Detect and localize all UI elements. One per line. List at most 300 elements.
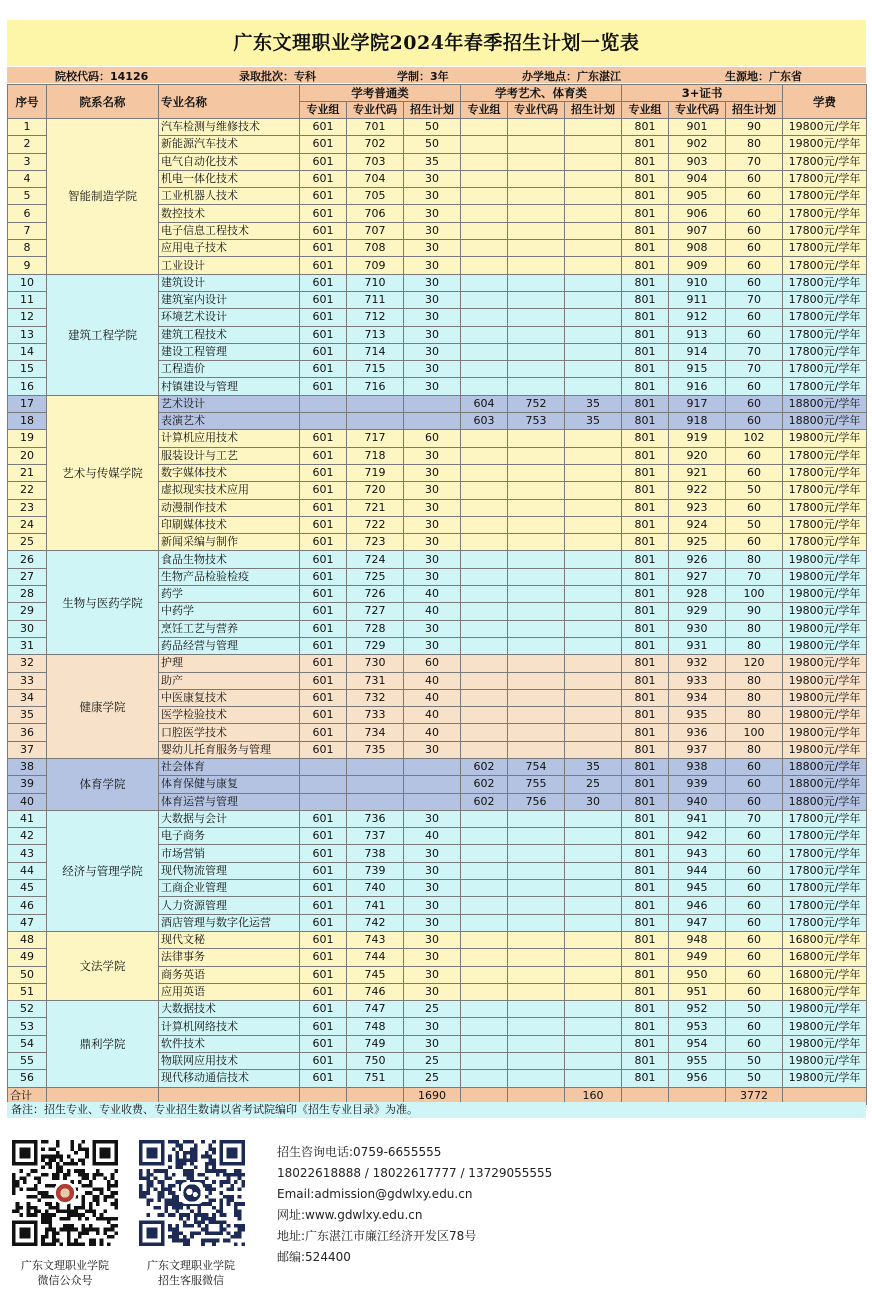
cell-arts-group: [461, 205, 508, 222]
cell-cert-group: 801: [622, 499, 669, 516]
cell-seq: 52: [8, 1001, 47, 1018]
cell-seq: 2: [8, 136, 47, 153]
cell-general-plan: [404, 776, 461, 793]
cell-major: 建筑设计: [159, 274, 300, 291]
cell-fee: 19800元/学年: [783, 724, 867, 741]
cell-general-code: 749: [347, 1035, 404, 1052]
cell-general-code: 732: [347, 689, 404, 706]
cell-fee: 19800元/学年: [783, 430, 867, 447]
cell-cert-group: 801: [622, 586, 669, 603]
cell-cert-plan: 50: [726, 516, 783, 533]
cell-arts-plan: [565, 274, 622, 291]
cell-general-plan: 40: [404, 707, 461, 724]
cell-general-code: 743: [347, 931, 404, 948]
cell-cert-plan: 50: [726, 1053, 783, 1070]
cell-seq: 9: [8, 257, 47, 274]
cell-arts-group: [461, 724, 508, 741]
cell-cert-plan: 60: [726, 880, 783, 897]
cell-fee: 16800元/学年: [783, 966, 867, 983]
cell-arts-code: [508, 689, 565, 706]
cell-arts-group: [461, 672, 508, 689]
cell-arts-group: [461, 274, 508, 291]
cell-cert-group: 801: [622, 741, 669, 758]
cell-fee: 19800元/学年: [783, 119, 867, 136]
cell-major: 食品生物技术: [159, 551, 300, 568]
cell-cert-code: 933: [669, 672, 726, 689]
cell-arts-plan: [565, 1035, 622, 1052]
cell-general-group: 601: [300, 655, 347, 672]
cell-cert-plan: 60: [726, 931, 783, 948]
cell-arts-code: [508, 309, 565, 326]
cell-general-group: 601: [300, 828, 347, 845]
cell-general-group: 601: [300, 620, 347, 637]
cell-seq: 14: [8, 343, 47, 360]
cell-seq: 8: [8, 240, 47, 257]
cell-arts-group: [461, 482, 508, 499]
cell-cert-group: 801: [622, 1070, 669, 1087]
cell-cert-plan: 60: [726, 966, 783, 983]
cell-seq: 7: [8, 222, 47, 239]
cell-cert-plan: 60: [726, 1018, 783, 1035]
cell-general-plan: 40: [404, 689, 461, 706]
cell-fee: 19800元/学年: [783, 1001, 867, 1018]
cell-general-code: 747: [347, 1001, 404, 1018]
info-bar: [7, 67, 866, 83]
cell-general-plan: 25: [404, 1053, 461, 1070]
cell-general-plan: 30: [404, 862, 461, 879]
cell-cert-code: 923: [669, 499, 726, 516]
cell-cert-group: 801: [622, 205, 669, 222]
cell-arts-plan: [565, 240, 622, 257]
cell-cert-group: 801: [622, 931, 669, 948]
cell-seq: 56: [8, 1070, 47, 1087]
cell-arts-code: [508, 603, 565, 620]
cell-arts-group: [461, 378, 508, 395]
cell-arts-group: [461, 1018, 508, 1035]
cell-general-plan: 30: [404, 205, 461, 222]
cell-general-group: 601: [300, 880, 347, 897]
cell-cert-code: 904: [669, 170, 726, 187]
cell-major: 护理: [159, 655, 300, 672]
cell-major: 大数据与会计: [159, 810, 300, 827]
cell-cert-group: 801: [622, 568, 669, 585]
cell-general-group: 601: [300, 983, 347, 1000]
contact-website[interactable]: 网址:www.gdwlxy.edu.cn: [277, 1208, 423, 1222]
cell-seq: 55: [8, 1053, 47, 1070]
cell-cert-group: 801: [622, 689, 669, 706]
cell-arts-code: [508, 153, 565, 170]
cell-general-group: 601: [300, 343, 347, 360]
cell-fee: 17800元/学年: [783, 862, 867, 879]
cell-seq: 37: [8, 741, 47, 758]
cell-general-code: 733: [347, 707, 404, 724]
cell-seq: 16: [8, 378, 47, 395]
cell-cert-group: 801: [622, 378, 669, 395]
qr2-caption-line2: 招生客服微信: [158, 1274, 224, 1287]
cell-major: 中药学: [159, 603, 300, 620]
contact-address: 地址:广东湛江市廉江经济开发区78号: [277, 1229, 477, 1243]
header-seq: 序号: [8, 85, 47, 119]
cell-arts-code: [508, 257, 565, 274]
cell-general-code: 750: [347, 1053, 404, 1070]
cell-cert-plan: 70: [726, 810, 783, 827]
qr2-caption: [126, 1258, 256, 1288]
cell-fee: 18800元/学年: [783, 776, 867, 793]
cell-general-group: 601: [300, 222, 347, 239]
cell-cert-group: 801: [622, 413, 669, 430]
cell-general-group: [300, 793, 347, 810]
cell-cert-group: 801: [622, 724, 669, 741]
cell-cert-group: 801: [622, 309, 669, 326]
cell-fee: 19800元/学年: [783, 689, 867, 706]
cell-general-plan: 30: [404, 378, 461, 395]
cell-major: 大数据技术: [159, 1001, 300, 1018]
contact-email[interactable]: Email:admission@gdwlxy.edu.cn: [277, 1187, 473, 1201]
cell-cert-plan: 120: [726, 655, 783, 672]
qr1-caption: [0, 1258, 130, 1288]
cell-arts-code: [508, 828, 565, 845]
cell-general-plan: 40: [404, 672, 461, 689]
cell-seq: 19: [8, 430, 47, 447]
cell-arts-code: [508, 361, 565, 378]
cell-general-group: 601: [300, 949, 347, 966]
cell-fee: 19800元/学年: [783, 551, 867, 568]
cell-arts-code: [508, 447, 565, 464]
dept-name-cell: 鼎利学院: [47, 1001, 159, 1087]
cell-fee: 17800元/学年: [783, 188, 867, 205]
cell-cert-group: 801: [622, 983, 669, 1000]
cell-fee: 17800元/学年: [783, 464, 867, 481]
cell-general-group: 601: [300, 1035, 347, 1052]
cell-cert-group: 801: [622, 880, 669, 897]
cell-cert-plan: 80: [726, 707, 783, 724]
cell-arts-group: [461, 568, 508, 585]
cell-general-plan: 30: [404, 499, 461, 516]
header-dept: 院系名称: [47, 85, 159, 119]
cell-cert-code: 911: [669, 291, 726, 308]
cell-arts-plan: [565, 966, 622, 983]
cell-general-group: 601: [300, 586, 347, 603]
cell-arts-code: [508, 707, 565, 724]
cell-cert-code: 950: [669, 966, 726, 983]
cell-general-group: 601: [300, 378, 347, 395]
cell-general-code: 722: [347, 516, 404, 533]
cell-general-plan: 30: [404, 447, 461, 464]
wechat-official-account-qr-code: [12, 1140, 118, 1246]
cell-arts-plan: [565, 430, 622, 447]
cell-seq: 5: [8, 188, 47, 205]
cell-major: 机电一体化技术: [159, 170, 300, 187]
cell-arts-code: [508, 291, 565, 308]
cell-arts-code: [508, 637, 565, 654]
cell-cert-plan: 90: [726, 119, 783, 136]
table-row: [8, 655, 867, 672]
cell-general-group: 601: [300, 724, 347, 741]
cell-arts-plan: [565, 534, 622, 551]
header-major: 专业名称: [159, 85, 300, 119]
cell-cert-code: 924: [669, 516, 726, 533]
cell-cert-plan: 50: [726, 1001, 783, 1018]
cell-cert-plan: 80: [726, 637, 783, 654]
cell-arts-code: [508, 205, 565, 222]
cell-major: 服装设计与工艺: [159, 447, 300, 464]
cell-arts-code: [508, 1001, 565, 1018]
cell-arts-group: [461, 603, 508, 620]
dept-name-cell: 文法学院: [47, 931, 159, 1000]
cell-arts-group: [461, 897, 508, 914]
cell-cert-group: 801: [622, 810, 669, 827]
cell-general-group: 601: [300, 516, 347, 533]
cell-general-code: 710: [347, 274, 404, 291]
cell-general-group: 601: [300, 810, 347, 827]
cell-general-plan: 30: [404, 170, 461, 187]
cell-cert-group: 801: [622, 620, 669, 637]
cell-major: 电子信息工程技术: [159, 222, 300, 239]
cell-cert-plan: 100: [726, 724, 783, 741]
cell-cert-plan: 70: [726, 568, 783, 585]
cell-cert-group: 801: [622, 1053, 669, 1070]
cell-cert-group: 801: [622, 1018, 669, 1035]
cell-cert-plan: 60: [726, 170, 783, 187]
cell-major: 烹饪工艺与营养: [159, 620, 300, 637]
cell-general-group: 601: [300, 240, 347, 257]
cell-arts-group: [461, 931, 508, 948]
cell-general-plan: 30: [404, 741, 461, 758]
cell-seq: 6: [8, 205, 47, 222]
cell-arts-group: [461, 1053, 508, 1070]
cell-seq: 53: [8, 1018, 47, 1035]
cell-general-group: 601: [300, 309, 347, 326]
cell-cert-code: 931: [669, 637, 726, 654]
cell-seq: 3: [8, 153, 47, 170]
cell-cert-plan: 70: [726, 153, 783, 170]
cell-major: 工商企业管理: [159, 880, 300, 897]
cell-cert-code: 910: [669, 274, 726, 291]
cell-general-plan: 30: [404, 931, 461, 948]
cell-general-group: [300, 776, 347, 793]
cell-major: 现代文秘: [159, 931, 300, 948]
cell-cert-code: 905: [669, 188, 726, 205]
cell-general-plan: 30: [404, 464, 461, 481]
cell-arts-code: 752: [508, 395, 565, 412]
table-row: [8, 931, 867, 948]
cell-general-group: 601: [300, 931, 347, 948]
cell-cert-plan: 60: [726, 205, 783, 222]
cell-cert-plan: 60: [726, 326, 783, 343]
cell-arts-code: [508, 914, 565, 931]
cell-general-plan: 30: [404, 309, 461, 326]
cell-cert-code: 912: [669, 309, 726, 326]
cell-cert-plan: 60: [726, 534, 783, 551]
cell-general-plan: 30: [404, 620, 461, 637]
cell-cert-code: 921: [669, 464, 726, 481]
cell-cert-plan: 60: [726, 949, 783, 966]
cell-cert-plan: 60: [726, 776, 783, 793]
cell-cert-code: 948: [669, 931, 726, 948]
cell-arts-plan: [565, 724, 622, 741]
cell-general-group: 601: [300, 430, 347, 447]
cell-fee: 17800元/学年: [783, 222, 867, 239]
cell-cert-group: 801: [622, 516, 669, 533]
cell-cert-code: 939: [669, 776, 726, 793]
cell-general-code: 731: [347, 672, 404, 689]
cell-general-group: 601: [300, 119, 347, 136]
cell-cert-group: 801: [622, 119, 669, 136]
cell-fee: 16800元/学年: [783, 949, 867, 966]
cell-fee: 17800元/学年: [783, 326, 867, 343]
cell-general-plan: 30: [404, 949, 461, 966]
total-label: 合计: [8, 1087, 47, 1104]
cell-arts-group: [461, 983, 508, 1000]
cell-cert-group: 801: [622, 897, 669, 914]
cell-seq: 29: [8, 603, 47, 620]
cell-arts-group: [461, 1001, 508, 1018]
cell-general-code: 708: [347, 240, 404, 257]
cell-arts-group: [461, 845, 508, 862]
cell-general-code: 737: [347, 828, 404, 845]
cell-arts-group: [461, 240, 508, 257]
cell-cert-plan: 100: [726, 586, 783, 603]
header-general-plan: 招生计划: [404, 102, 461, 119]
cell-seq: 17: [8, 395, 47, 412]
cell-general-plan: 30: [404, 810, 461, 827]
cell-general-plan: 50: [404, 136, 461, 153]
cell-major: 虚拟现实技术应用: [159, 482, 300, 499]
cell-arts-plan: [565, 620, 622, 637]
cell-seq: 50: [8, 966, 47, 983]
cell-general-group: 601: [300, 257, 347, 274]
cell-arts-code: [508, 586, 565, 603]
cell-arts-code: [508, 378, 565, 395]
cell-arts-group: [461, 949, 508, 966]
dept-name-cell: 建筑工程学院: [47, 274, 159, 395]
cell-arts-code: [508, 188, 565, 205]
cell-arts-code: [508, 966, 565, 983]
cell-fee: 19800元/学年: [783, 1053, 867, 1070]
cell-general-code: 720: [347, 482, 404, 499]
cell-arts-code: [508, 931, 565, 948]
cell-fee: 19800元/学年: [783, 637, 867, 654]
cell-arts-code: [508, 1070, 565, 1087]
cell-arts-code: [508, 482, 565, 499]
cell-arts-plan: [565, 914, 622, 931]
cell-general-group: 601: [300, 637, 347, 654]
dept-name-cell: 艺术与传媒学院: [47, 395, 159, 551]
cell-cert-code: 913: [669, 326, 726, 343]
cell-cert-code: 917: [669, 395, 726, 412]
cell-arts-group: [461, 170, 508, 187]
cell-arts-group: [461, 828, 508, 845]
cell-general-code: 723: [347, 534, 404, 551]
cell-arts-plan: [565, 188, 622, 205]
cell-general-plan: 30: [404, 274, 461, 291]
cell-arts-group: [461, 188, 508, 205]
cell-general-code: 713: [347, 326, 404, 343]
cell-fee: 19800元/学年: [783, 707, 867, 724]
cell-arts-group: [461, 361, 508, 378]
cell-arts-group: [461, 620, 508, 637]
cell-seq: 47: [8, 914, 47, 931]
cell-arts-plan: [565, 119, 622, 136]
cell-arts-code: [508, 326, 565, 343]
cell-general-plan: 25: [404, 1070, 461, 1087]
cell-cert-group: 801: [622, 845, 669, 862]
cell-general-group: [300, 395, 347, 412]
cell-arts-plan: [565, 828, 622, 845]
cell-arts-plan: [565, 880, 622, 897]
cell-seq: 39: [8, 776, 47, 793]
cell-arts-plan: [565, 897, 622, 914]
cell-arts-group: 604: [461, 395, 508, 412]
cell-arts-code: [508, 534, 565, 551]
cell-cert-plan: 60: [726, 378, 783, 395]
cell-general-code: [347, 395, 404, 412]
cell-general-group: 601: [300, 845, 347, 862]
cell-arts-code: 753: [508, 413, 565, 430]
cell-cert-code: 949: [669, 949, 726, 966]
cell-general-plan: 60: [404, 430, 461, 447]
cell-fee: 17800元/学年: [783, 153, 867, 170]
cell-arts-plan: [565, 568, 622, 585]
cell-major: 软件技术: [159, 1035, 300, 1052]
cell-major: 现代物流管理: [159, 862, 300, 879]
cell-cert-plan: 80: [726, 551, 783, 568]
cell-cert-plan: 102: [726, 430, 783, 447]
cell-arts-group: [461, 447, 508, 464]
cell-general-group: 601: [300, 914, 347, 931]
cell-general-group: 601: [300, 862, 347, 879]
cell-general-code: 718: [347, 447, 404, 464]
cell-general-group: 601: [300, 482, 347, 499]
cell-general-code: 703: [347, 153, 404, 170]
cell-general-group: 601: [300, 447, 347, 464]
cell-cert-group: 801: [622, 395, 669, 412]
cell-general-plan: 30: [404, 188, 461, 205]
cell-general-code: 751: [347, 1070, 404, 1087]
cell-major: 工业设计: [159, 257, 300, 274]
cell-general-plan: 30: [404, 240, 461, 257]
cell-cert-group: 801: [622, 793, 669, 810]
cell-arts-group: [461, 914, 508, 931]
student-origin: 生源地：广东省: [725, 70, 802, 83]
cell-arts-plan: [565, 516, 622, 533]
cell-fee: 19800元/学年: [783, 1035, 867, 1052]
cell-major: 酒店管理与数字化运营: [159, 914, 300, 931]
cell-general-plan: 30: [404, 534, 461, 551]
enrollment-plan-table: [7, 84, 867, 1105]
cell-arts-plan: [565, 603, 622, 620]
cell-seq: 36: [8, 724, 47, 741]
customer-service-qr-code: [139, 1140, 245, 1246]
cell-general-code: 729: [347, 637, 404, 654]
cell-arts-code: [508, 1018, 565, 1035]
cell-fee: 17800元/学年: [783, 810, 867, 827]
cell-major: 口腔医学技术: [159, 724, 300, 741]
cell-general-group: 601: [300, 568, 347, 585]
cell-arts-plan: [565, 672, 622, 689]
cell-arts-plan: [565, 326, 622, 343]
cell-seq: 48: [8, 931, 47, 948]
cell-arts-plan: [565, 1053, 622, 1070]
cell-general-code: 702: [347, 136, 404, 153]
cell-cert-code: 942: [669, 828, 726, 845]
cell-cert-plan: 60: [726, 845, 783, 862]
cell-general-plan: 35: [404, 153, 461, 170]
dept-name-cell: 智能制造学院: [47, 119, 159, 275]
cell-seq: 10: [8, 274, 47, 291]
cell-cert-plan: 60: [726, 464, 783, 481]
cell-cert-group: 801: [622, 240, 669, 257]
